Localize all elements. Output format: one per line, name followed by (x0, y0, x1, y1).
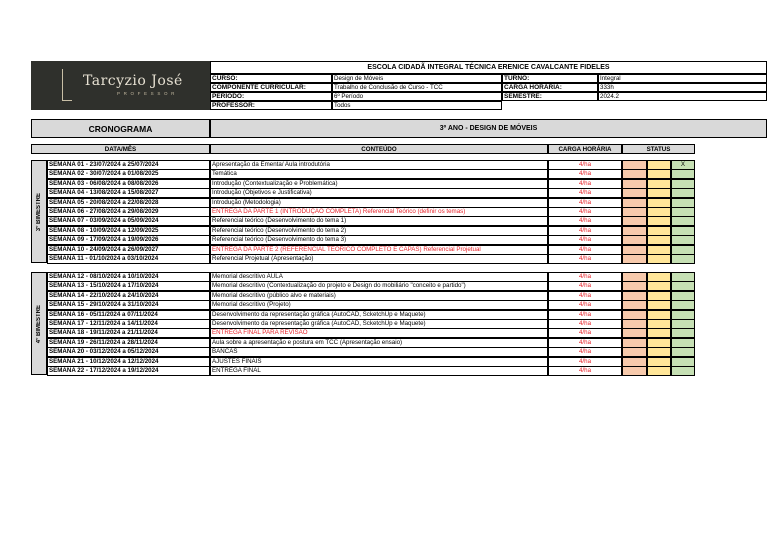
professor-label: PROFESSOR: (210, 101, 332, 110)
logo-name: Tarcyzio José (83, 73, 183, 89)
week-content: Introdução (Objetivos e Justificativa) (210, 188, 548, 198)
week-date: SEMANA 13 - 15/10/2024 a 17/10/2024 (47, 281, 210, 291)
professor-value: Todos (332, 101, 502, 110)
week-content: Referencial Projetual (Apresentação) (210, 254, 548, 264)
bimester-label (31, 272, 47, 375)
status-cell[interactable]: X (671, 160, 695, 170)
week-hours: 4/ha (548, 216, 622, 226)
turno-value: Integral (598, 74, 767, 83)
week-hours: 4/ha (548, 254, 622, 264)
bimester-label-text: 3º BIMESTRE (36, 192, 42, 231)
week-content: Desenvolvimento da representação gráfica (AutoCAD, ScketchUp e Maquete) (210, 319, 548, 329)
week-content: AJUSTES FINAIS (210, 357, 548, 367)
week-date: SEMANA 15 - 29/10/2024 a 31/10/2024 (47, 300, 210, 310)
week-content: ENTREGA DA PARTE 2 (REFERENCIAL TEÓRICO COMPLETO E CAPAS) Referencial Projetual (210, 245, 548, 255)
week-content: Apresentação da Ementa/ Aula introdutória (210, 160, 548, 170)
week-hours: 4/ha (548, 245, 622, 255)
week-hours: 4/ha (548, 160, 622, 170)
carga-value: 333h (598, 83, 767, 92)
column-header-hours: CARGA HORÁRIA (548, 144, 622, 154)
week-hours: 4/ha (548, 281, 622, 291)
status-cell[interactable] (622, 366, 647, 376)
week-date: SEMANA 12 - 08/10/2024 a 10/10/2024 (47, 272, 210, 282)
status-cell[interactable] (671, 366, 695, 376)
curso-value: Design de Móveis (332, 74, 502, 83)
week-content: ENTREGA FINAL (210, 366, 548, 376)
periodo-value: 6º Período (332, 92, 502, 101)
week-content: Desenvolvimento da representação gráfica (AutoCAD, ScketchUp e Maquete) (210, 310, 548, 320)
week-date: SEMANA 03 - 06/08/2024 a 08/08/2026 (47, 179, 210, 189)
week-content: Introdução (Metodologia) (210, 198, 548, 208)
componente-label: COMPONENTE CURRICULAR: (210, 83, 332, 92)
logo-subtitle: P R O F E S S O R (117, 91, 176, 96)
week-hours: 4/ha (548, 357, 622, 367)
week-hours: 4/ha (548, 235, 622, 245)
componente-value: Trabalho de Conclusão de Curso - TCC (332, 83, 502, 92)
carga-label: CARGA HORÁRIA: (502, 83, 598, 92)
week-date: SEMANA 08 - 10/09/2024 a 12/09/2025 (47, 226, 210, 236)
week-date: SEMANA 05 - 20/08/2024 a 22/08/2028 (47, 198, 210, 208)
column-header-content: CONTEÚDO (210, 144, 548, 154)
week-hours: 4/ha (548, 179, 622, 189)
week-hours: 4/ha (548, 319, 622, 329)
semestre-value: 2024.2 (598, 92, 767, 101)
week-content: Memorial descritivo (público alvo e materiais) (210, 291, 548, 301)
week-date: SEMANA 19 - 26/11/2024 a 28/11/2024 (47, 338, 210, 348)
week-hours: 4/ha (548, 366, 622, 376)
school-name: ESCOLA CIDADÃ INTEGRAL TÉCNICA ERENICE CAVALCANTE FIDELES (210, 61, 767, 74)
logo-bracket (62, 69, 72, 101)
week-hours: 4/ha (548, 328, 622, 338)
week-date: SEMANA 17 - 12/11/2024 a 14/11/2024 (47, 319, 210, 329)
week-date: SEMANA 10 - 24/09/2024 a 26/09/2027 (47, 245, 210, 255)
status-cell[interactable] (647, 254, 671, 264)
week-date: SEMANA 07 - 03/09/2024 a 05/09/2024 (47, 216, 210, 226)
week-hours: 4/ha (548, 272, 622, 282)
column-header-status: STATUS (622, 144, 695, 154)
week-content: Referencial teórico (Desenvolvimento do tema 1) (210, 216, 548, 226)
week-date: SEMANA 20 - 03/12/2024 a 05/12/2024 (47, 347, 210, 357)
week-date: SEMANA 09 - 17/09/2024 a 19/09/2026 (47, 235, 210, 245)
banner-cronograma: CRONOGRAMA (31, 119, 210, 138)
week-hours: 4/ha (548, 347, 622, 357)
curso-label: CURSO: (210, 74, 332, 83)
status-cell[interactable] (622, 254, 647, 264)
column-header-date: DATA/MÊS (31, 144, 210, 154)
week-date: SEMANA 11 - 01/10/2024 a 03/10/2024 (47, 254, 210, 264)
bimester-label (31, 160, 47, 263)
week-hours: 4/ha (548, 300, 622, 310)
periodo-label: PERÍODO: (210, 92, 332, 101)
semestre-label: SEMESTRE: (502, 92, 598, 101)
week-content: Memorial descritivo (Projeto) (210, 300, 548, 310)
week-hours: 4/ha (548, 188, 622, 198)
status-cell[interactable] (647, 366, 671, 376)
week-date: SEMANA 14 - 22/10/2024 a 24/10/2024 (47, 291, 210, 301)
week-hours: 4/ha (548, 291, 622, 301)
week-date: SEMANA 21 - 10/12/2024 a 12/12/2024 (47, 357, 210, 367)
week-hours: 4/ha (548, 226, 622, 236)
week-content: Temática (210, 169, 548, 179)
status-cell[interactable] (671, 254, 695, 264)
week-content: Referencial teórico (Desenvolvimento do tema 2) (210, 226, 548, 236)
week-date: SEMANA 04 - 13/08/2024 a 15/08/2027 (47, 188, 210, 198)
turno-label: TURNO: (502, 74, 598, 83)
week-content: Memorial descritivo AULA (210, 272, 548, 282)
week-content: Aula sobre a apresentação e postura em TCC (Apresentação ensaio) (210, 338, 548, 348)
week-hours: 4/ha (548, 310, 622, 320)
week-date: SEMANA 22 - 17/12/2024 a 19/12/2024 (47, 366, 210, 376)
banner-course: 3º ANO - DESIGN DE MÓVEIS (210, 119, 767, 138)
logo-panel (31, 61, 210, 110)
week-content: ENTREGA DA PARTE 1 (INTRODUÇÃO COMPLETA) Referencial Teórico (definir os temas) (210, 207, 548, 217)
week-hours: 4/ha (548, 207, 622, 217)
bimester-label-text: 4º BIMESTRE (36, 304, 42, 343)
week-content: Memorial descritivo (Contextualização do projeto e Design do mobiliário "conceito e partido") (210, 281, 548, 291)
week-hours: 4/ha (548, 169, 622, 179)
week-date: SEMANA 18 - 19/11/2024 a 21/11/2024 (47, 328, 210, 338)
week-content: BANCAS (210, 347, 548, 357)
week-content: Referencial teórico (Desenvolvimento do tema 3) (210, 235, 548, 245)
week-date: SEMANA 16 - 05/11/2024 a 07/11/2024 (47, 310, 210, 320)
week-date: SEMANA 02 - 30/07/2024 a 01/08/2025 (47, 169, 210, 179)
week-hours: 4/ha (548, 338, 622, 348)
week-content: ENTREGA FINAL PARA REVISÃO (210, 328, 548, 338)
week-date: SEMANA 01 - 23/07/2024 a 25/07/2024 (47, 160, 210, 170)
week-date: SEMANA 06 - 27/08/2024 a 29/08/2029 (47, 207, 210, 217)
week-hours: 4/ha (548, 198, 622, 208)
week-content: Introdução (Contextualização e Problemática) (210, 179, 548, 189)
